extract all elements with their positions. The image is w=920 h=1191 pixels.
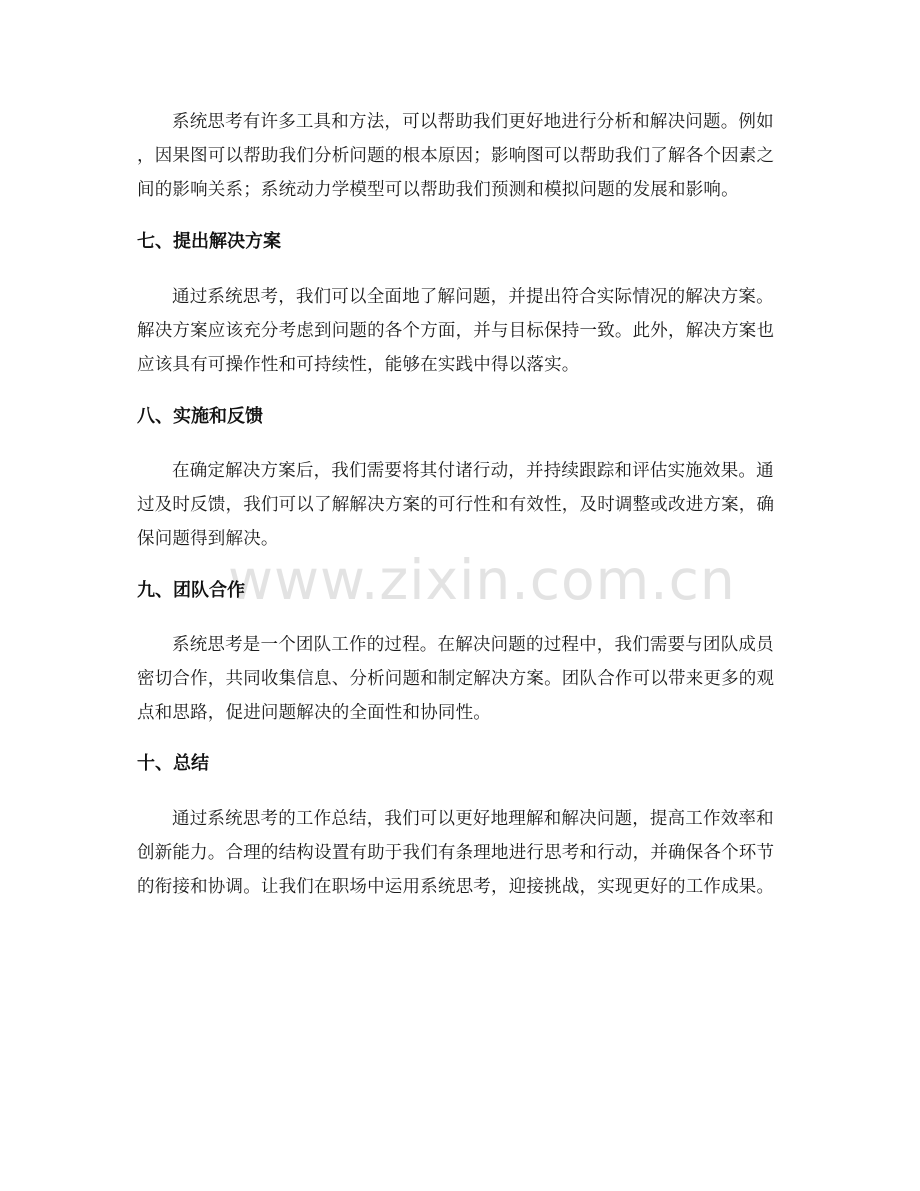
section-10-line-3: 的衔接和协调。让我们在职场中运用系统思考，迎接挑战，实现更好的工作成果。 [137,877,775,897]
intro-line-2: ，因果图可以帮助我们分析问题的根本原因；影响图可以帮助我们了解各个因素之 [137,146,775,166]
section-8-line-2: 过及时反馈，我们可以了解解决方案的可行性和有效性，及时调整或改进方案，确 [137,495,775,515]
section-heading-8: 八、实施和反馈 [137,406,263,427]
section-10-line-2: 创新能力。合理的结构设置有助于我们有条理地进行思考和行动，并确保各个环节 [137,843,775,863]
section-9-line-2: 密切合作，共同收集信息、分析问题和制定解决方案。团队合作可以带来更多的观 [137,669,775,689]
section-8-line-3: 保问题得到解决。 [137,529,279,549]
section-9-line-1: 系统思考是一个团队工作的过程。在解决问题的过程中，我们需要与团队成员 [172,635,774,655]
section-8-line-1: 在确定解决方案后，我们需要将其付诸行动，并持续跟踪和评估实施效果。通 [172,461,774,481]
section-9-line-3: 点和思路，促进问题解决的全面性和协同性。 [137,703,491,723]
section-7-line-1: 通过系统思考，我们可以全面地了解问题，并提出符合实际情况的解决方案。 [172,287,774,307]
watermark: www.zixin.com.cn [228,548,736,612]
section-heading-7: 七、提出解决方案 [137,231,281,252]
section-7-line-2: 解决方案应该充分考虑到问题的各个方面，并与目标保持一致。此外，解决方案也 [137,321,775,341]
section-7-line-3: 应该具有可操作性和可持续性，能够在实践中得以落实。 [137,355,580,375]
section-heading-9: 九、团队合作 [137,580,245,601]
intro-line-1: 系统思考有许多工具和方法，可以帮助我们更好地进行分析和解决问题。例如 [172,112,774,132]
section-10-line-1: 通过系统思考的工作总结，我们可以更好地理解和解决问题，提高工作效率和 [172,809,774,829]
intro-line-3: 间的影响关系；系统动力学模型可以帮助我们预测和模拟问题的发展和影响。 [137,180,739,200]
section-heading-10: 十、总结 [137,753,209,774]
